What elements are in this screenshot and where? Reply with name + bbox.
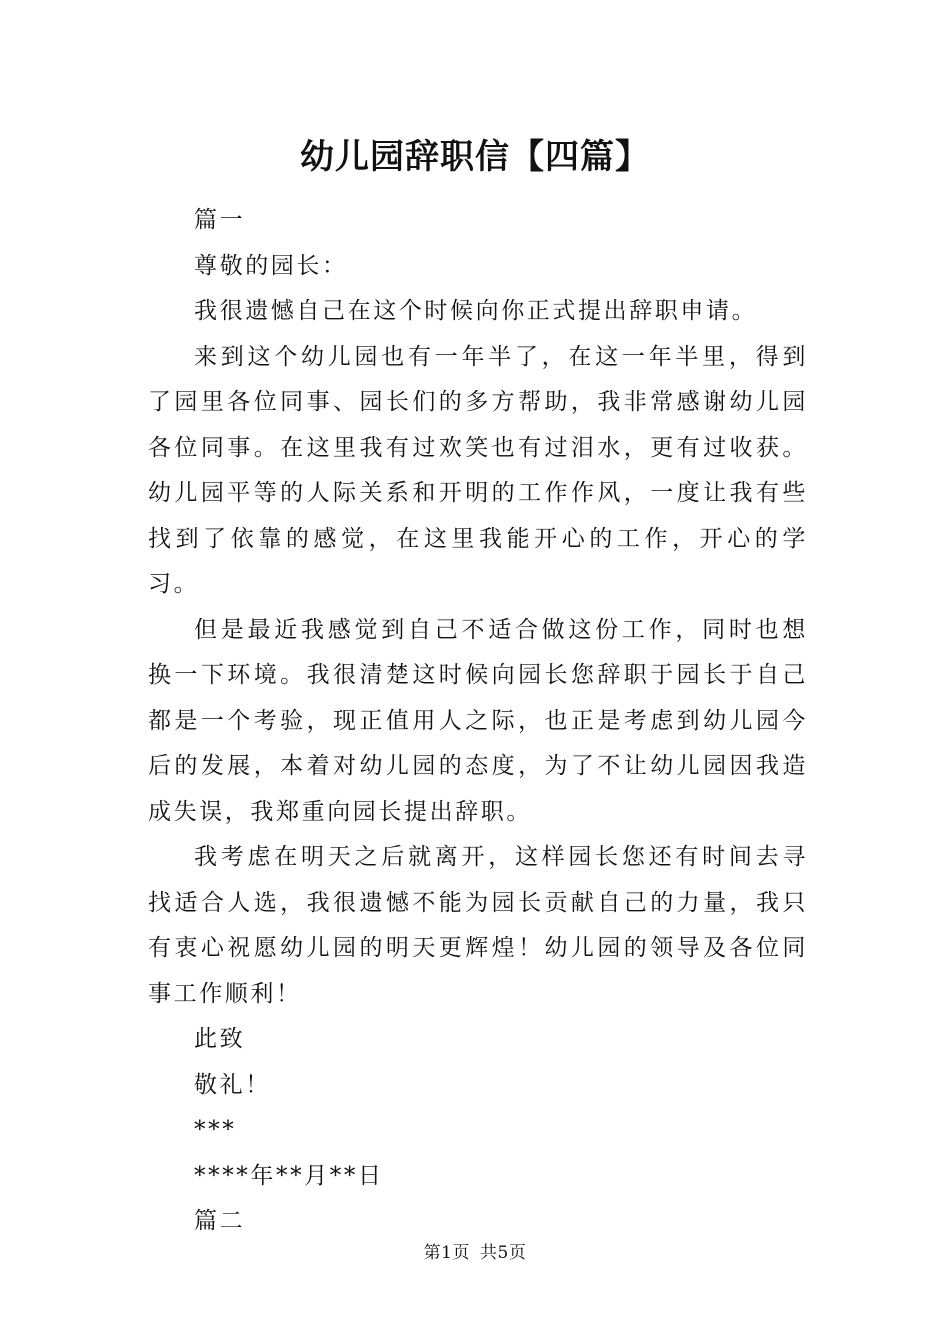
page-count: 共5页 <box>480 1243 527 1263</box>
paragraph: 我考虑在明天之后就离开，这样园长您还有时间去寻找适合人选，我很遗憾不能为园长贡献自己的力量，我只有衷心祝愿幼儿园的明天更辉煌！幼儿园的领导及各位同事工作顺利！ <box>148 844 808 1007</box>
paragraph: 我很遗憾自己在这个时候向你正式提出辞职申请。 <box>194 298 758 324</box>
page-number: 第1页 <box>423 1243 470 1263</box>
section-heading-2: 篇二 <box>194 1208 246 1234</box>
date-line: ****年**月**日 <box>194 1162 384 1189</box>
closing-line: 此致 <box>194 1026 246 1052</box>
page-footer <box>0 1241 950 1265</box>
section-heading-1: 篇一 <box>194 207 246 233</box>
salutation: 尊敬的园长： <box>194 252 348 279</box>
closing-regards: 敬礼！ <box>194 1071 271 1098</box>
paragraph: 但是最近我感觉到自己不适合做这份工作，同时也想换一下环境。我很清楚这时候向园长您辞职于园长于自己都是一个考验，现正值用人之际，也正是考虑到幼儿园今后的发展，本着对幼儿园的态度，为了不让幼儿园因我造成失误，我郑重向园长提出辞职。 <box>148 616 808 825</box>
signature: *** <box>194 1117 237 1143</box>
paragraph: 来到这个幼儿园也有一年半了，在这一年半里，得到了园里各位同事、园长们的多方帮助，我非常感谢幼儿园各位同事。在这里我有过欢笑也有过泪水，更有过收获。幼儿园平等的人际关系和开明的工作作风，一度让我有些找到了依靠的感觉，在这里我能开心的工作，开心的学习。 <box>148 343 808 597</box>
document-title: 幼儿园辞职信【四篇】 <box>300 137 650 177</box>
document-body <box>148 198 808 1245</box>
